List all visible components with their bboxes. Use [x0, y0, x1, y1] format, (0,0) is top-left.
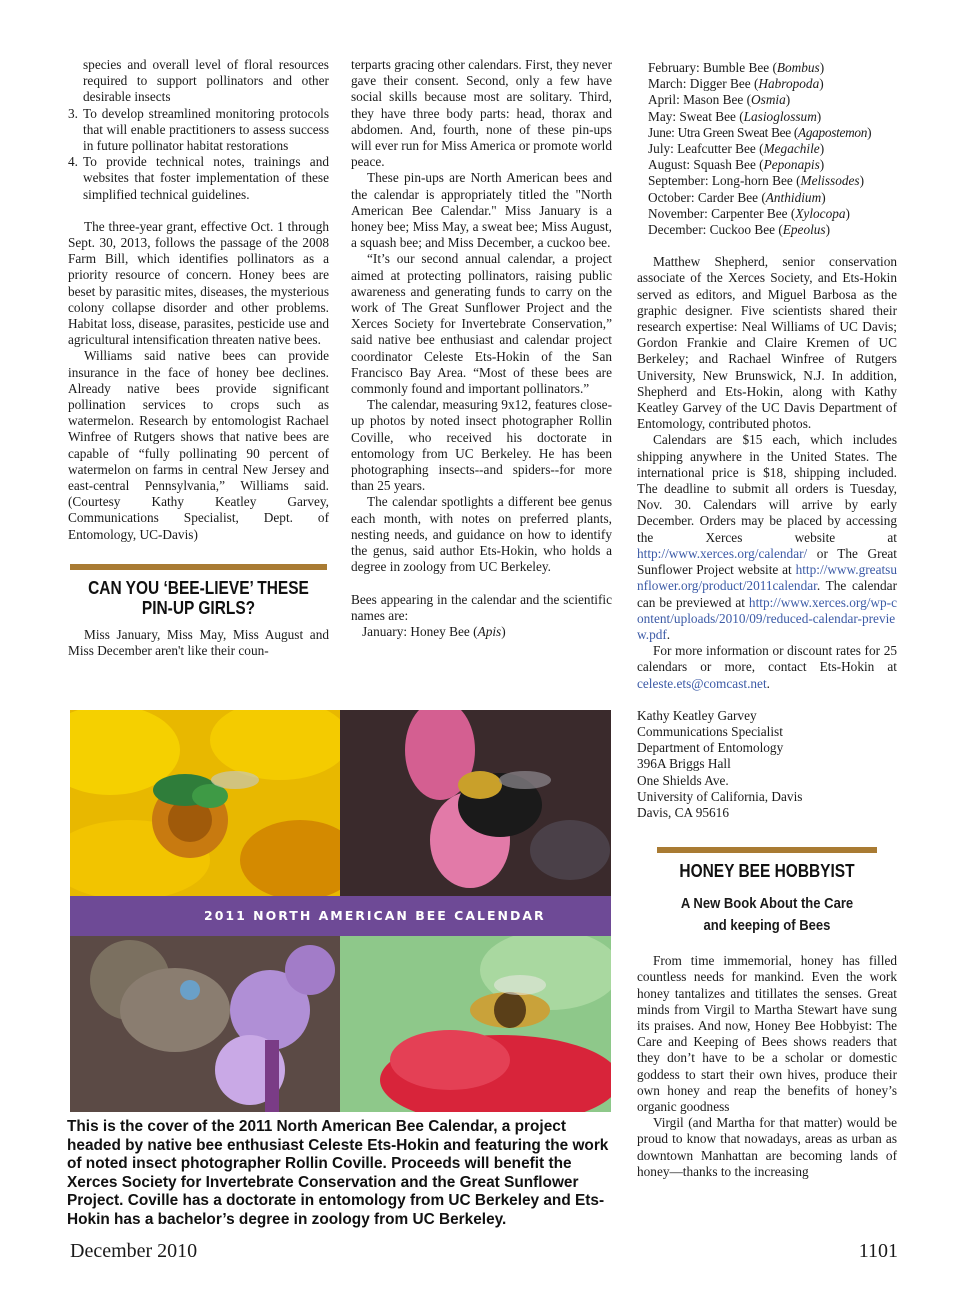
month-entry: November: Carpenter Bee (Xylocopa)	[648, 205, 850, 221]
body-paragraph: Miss January, Miss May, Miss August and Miss December aren't like their coun-	[68, 626, 329, 659]
month-entry: March: Digger Bee (Habropoda)	[648, 76, 824, 92]
subheadline: A New Book About the Care and keeping of Bees	[680, 896, 854, 935]
month-entry: December: Cuckoo Bee (Epeolus)	[648, 222, 831, 238]
body-paragraph: Bees appearing in the calendar and the scientific names are:	[351, 591, 612, 623]
month-entry: July: Leafcutter Bee (Megachile)	[648, 141, 825, 157]
month-entry: September: Long-horn Bee (Melissodes)	[648, 173, 865, 189]
footer-date: December 2010	[70, 1240, 198, 1262]
headline-rule	[70, 564, 327, 570]
author-address: Kathy Keatley Garvey Communications Specialist Department of Entomology 396A Briggs Hall One Shields Ave. University of California, Davis Davis, CA 95616	[637, 707, 803, 820]
body-paragraph: Matthew Shepherd, senior conservation associate of the Xerces Society, and Ets-Hokin served as editors, and Miguel Barbosa as the graphic designer. Five scientists shared their research expertise: Neal Williams of UC Davis; Gordon Frankie and Claire Kremen of UC Berkeley; and Rachael Winfree of Rutgers University, New Brunswick, N.J. In addition, Shepherd and Ets-Hokin, along with Kathy Keatley Garvey of the UC Davis Department of Entomology, contributed photos.	[637, 254, 897, 432]
order-paragraph: Calendars are $15 each, which includes shipping anywhere in the United States. The international price is $18, shipping included. The deadline to submit all orders is Tuesday, Nov. 30. Calendars will arrive by early December. Orders may be placed by accessing the Xerces website at http://www.xerces.org/calendar/ or The Great Sunflower Project website at http://www.greatsunflower.org/product/2011calendar. The calendar can be previewed at http://www.xerces.org/wp-content/uploads/2010/09/reduced-calendar-preview.pdf.	[637, 432, 897, 642]
column-1	[68, 57, 329, 659]
list-text: To provide technical notes, trainings and websites that foster implementation of these simplified technical guidelines.	[83, 154, 329, 202]
calendar-preview-link[interactable]: http://www.xerces.org/wp-content/uploads/2010/09/reduced-calendar-preview.pdf	[637, 594, 897, 642]
month-entry: June: Utra Green Sweat Bee (Agapostemon)	[648, 124, 872, 140]
column-2	[351, 57, 612, 640]
page-number: 1101	[858, 1240, 898, 1262]
list-item	[68, 154, 329, 203]
bee-month-list	[637, 60, 897, 238]
headline-rule	[657, 847, 877, 853]
body-paragraph: The three-year grant, effective Oct. 1 through Sept. 30, 2013, follows the passage of the 2008 Farm Bill, which identifies pollinators as a priority resource of concern. Honey bees are beset by parasitic mites, diseases, the mysterious colony collapse disorder and other problems. Habitat loss, disease, parasites, pesticide use and agricultural intensification threaten native bees.	[68, 218, 329, 348]
calendar-title-banner: 2011 NORTH AMERICAN BEE CALENDAR	[70, 896, 611, 936]
sunflower-calendar-link[interactable]: http://www.greatsunflower.org/product/2011calendar	[637, 562, 897, 594]
body-paragraph: Williams said native bees can provide insurance in the face of honey bee declines. Already native bees provide significant pollination services to crops such as watermelon. Research by entomologist Rachael Winfree of Rutgers shows that native bees are capable of “fully pollinating 90 percent of watermelon on farms in central New Jersey and east-central Pennsylvania,” Williams said. (Courtesy Kathy Keatley Garvey, Communications Specialist, Dept. of Entomology, UC-Davis)	[68, 348, 329, 542]
headline-bee-lieve: CAN YOU ‘BEE-LIEVE’ THESE PIN-UP GIRLS?	[88, 577, 309, 618]
list-item	[68, 106, 329, 155]
body-paragraph: The calendar spotlights a different bee genus each month, with notes on preferred plants, nesting needs, and guidance on how to identify the genus, said author Ets-Hokin, who holds a degree in zoology from UC Berkeley.	[351, 494, 612, 575]
column-3	[637, 60, 897, 1180]
headline-honey-bee-hobbyist: HONEY BEE HOBBYIST	[679, 861, 855, 882]
month-entry: October: Carder Bee (Anthidium)	[648, 189, 826, 205]
list-continuation: species and overall level of floral resources required to support pollinators and other desirable insects	[83, 57, 329, 105]
month-entry: January: Honey Bee (Apis)	[362, 623, 506, 639]
body-paragraph: “It’s our second annual calendar, a project aimed at protecting pollinators, raising public awareness and generating funds to carry on the work of The Great Sunflower Project and the Xerces Society for Invertebrate Conservation,” said native bee enthusiast and calendar project coordinator Celeste Ets-Hokin of the San Francisco Bay Area. “Most of these bees are commonly found and important pollinators.”	[351, 251, 612, 397]
month-entry: August: Squash Bee (Peponapis)	[648, 157, 825, 173]
month-entry: May: Sweat Bee (Lasioglossum)	[648, 108, 822, 124]
body-paragraph: terparts gracing other calendars. First, they never gave their consent. Second, only a few have social skills because most are solitary. Third, they have three body parts: head, thorax and abdomen. And, fourth, none of these pin-ups will ever run for Miss America or promote world peace.	[351, 57, 612, 170]
month-entry: April: Mason Bee (Osmia)	[648, 92, 791, 108]
contact-paragraph: For more information or discount rates for 25 calendars or more, contact Ets-Hokin at celeste.ets@comcast.net.	[637, 643, 897, 691]
body-paragraph: Virgil (and Martha for that matter) would be proud to know that nowadays, areas as urban as downtown Manhattan are becoming lands of honey—thanks to the increasing	[637, 1115, 897, 1179]
body-paragraph: From time immemorial, honey has filled countless needs for mankind. Even the work honey tantalizes and titillates the senses. Great minds from Virgil to Martha Stewart have sung its praises. And now, Honey Bee Hobbyist: The Care and Keeping of Bees shows readers that they don’t have to be a scholar or domestic goddess to start their own hives, produce their own honey and reap the benefits of honey’s organic goodness	[637, 953, 897, 1114]
list-number: 3.	[68, 105, 78, 121]
xerces-calendar-link[interactable]: http://www.xerces.org/calendar/	[637, 545, 808, 561]
body-paragraph: These pin-ups are North American bees and the calendar is appropriately titled the "North American Bee Calendar." Miss January is a honey bee; Miss May, a sweat bee; Miss August, a squash bee; and Miss December, a cuckoo bee.	[351, 170, 612, 251]
contact-email-link[interactable]: celeste.ets@comcast.net	[637, 675, 767, 691]
list-number: 4.	[68, 154, 78, 170]
photo-caption: This is the cover of the 2011 North American Bee Calendar, a project headed by native bee enthusiast Celeste Ets-Hokin and featuring the work of noted insect photographer Rollin Coville. Proceeds will benefit the Xerces Society for Invertebrate Conservation and the Great Sunflower Project. Coville has a doctorate in entomology from UC Berkeley and Ets-Hokin has a bachelor’s degree in zoology from UC Berkeley.	[67, 1118, 609, 1228]
body-paragraph: The calendar, measuring 9x12, features close-up photos by noted insect photographer Rollin Coville, who received his doctorate in entomology from UC Berkeley. He has been photographing insects--and spiders--for more than 25 years.	[351, 397, 612, 494]
list-text: To develop streamlined monitoring protocols that will enable practitioners to assess success in future pollinator habitat restorations	[83, 105, 329, 154]
month-entry: February: Bumble Bee (Bombus)	[648, 60, 825, 75]
bee-calendar-cover-image	[70, 710, 611, 1112]
objectives-list	[68, 106, 329, 203]
